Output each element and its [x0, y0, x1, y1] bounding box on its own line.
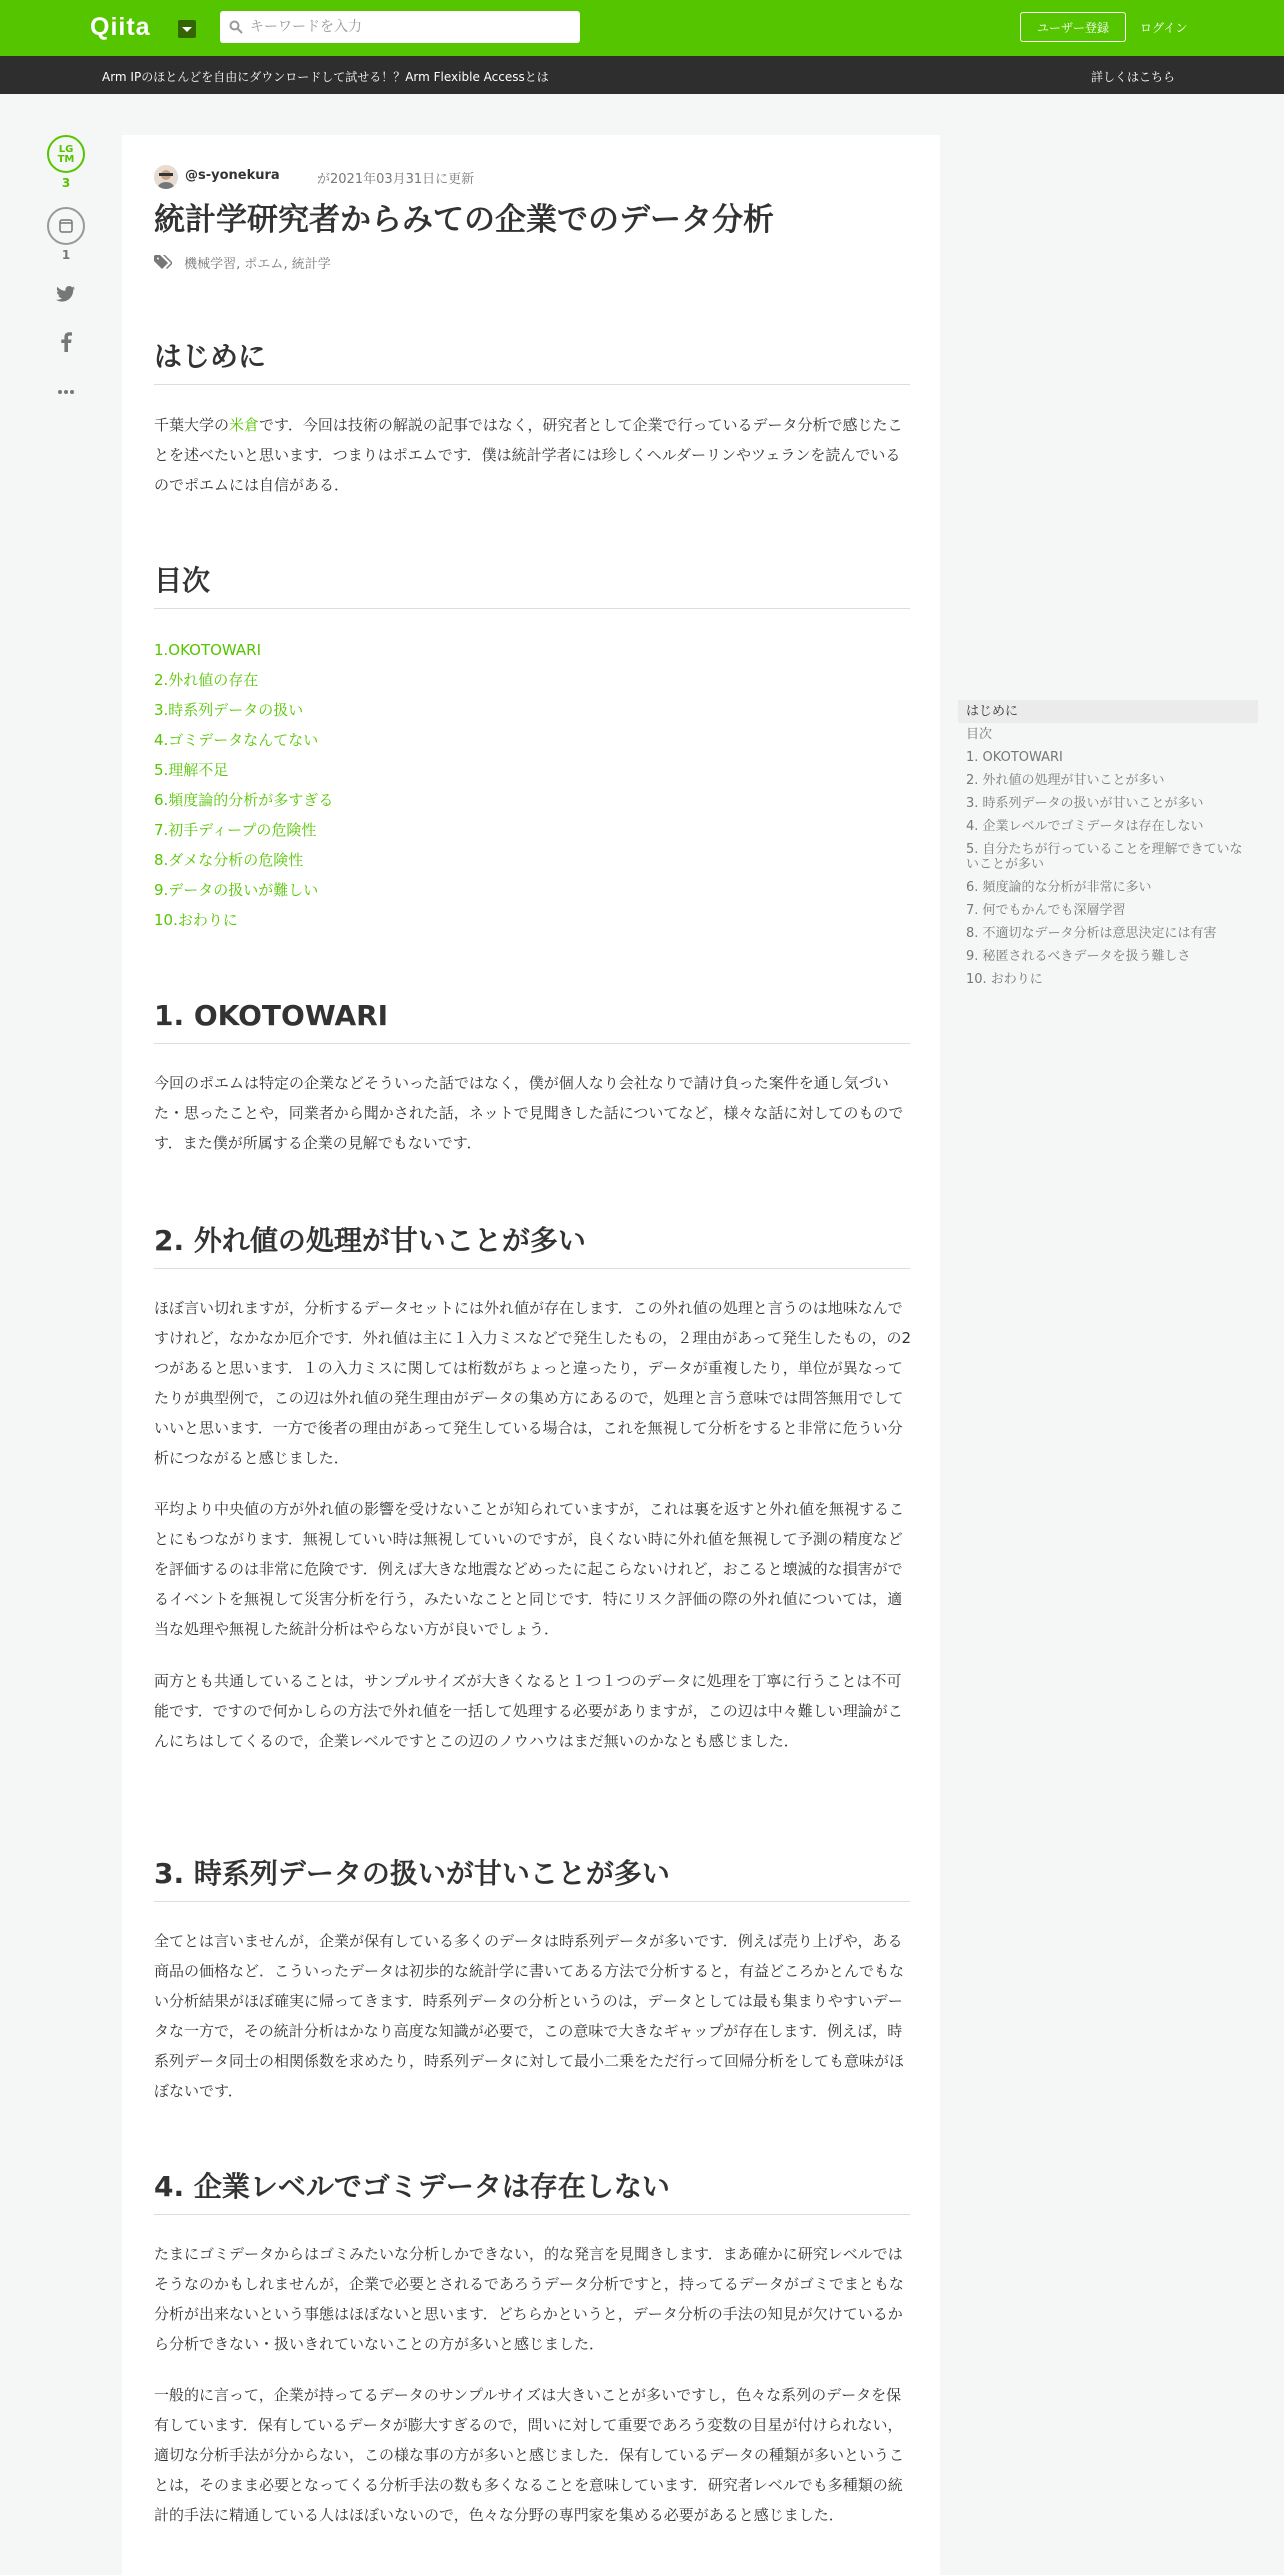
lgtm-button[interactable]: LG TM — [47, 135, 85, 173]
paragraph: 全てとは言いませんが，企業が保有している多くのデータは時系列データが多いです．例えば売り上げや，ある商品の価格など．こういったデータは初歩的な統計学に書いてある方法で分析すると，有益どころかとんでもない分析結果がほぼ確実に帰ってきます．時系列データの分析というのは，データとしては最も集まりやすいデータな一方で，その統計分析はかなり高度な知識が必要で，この意味で大きなギャップが存在します．例えば，時系列データ同士の相関係数を求めたり，時系列データに対して最小二乗をただ行って回帰分析をしても意味がほぼないです． — [154, 1932, 905, 2100]
stock-count: 1 — [61, 248, 71, 262]
lgtm-action — [46, 135, 86, 190]
toc-sidebar-item[interactable]: 4. 企業レベルでゴミデータは存在しない — [966, 819, 1204, 834]
twitter-share-button[interactable] — [46, 285, 86, 307]
toc-sidebar-item[interactable]: 10. おわりに — [966, 972, 1043, 987]
toc-link[interactable]: 6.頻度論的分析が多すぎる — [154, 791, 334, 809]
section-heading-1: 1. OKOTOWARI — [154, 997, 910, 1044]
toc-sidebar-item[interactable]: 2. 外れ値の処理が甘いことが多い — [966, 773, 1165, 788]
facebook-share-button[interactable] — [46, 332, 86, 356]
paragraph-text: です．今回は技術の解説の記事ではなく，研究者として企業で行っているデータ分析で感じたことを述べたいと思います．つまりはポエムです．僕は統計学者には珍しくヘルダーリンやツェランを読んでいるのでポエムには自信がある． — [154, 416, 903, 494]
ellipsis-icon — [57, 389, 75, 395]
toc-sidebar-item[interactable]: 8. 不適切なデータ分析は意思決定には有害 — [966, 926, 1217, 941]
stock-icon — [49, 209, 83, 243]
tag-link[interactable]: 機械学習 — [184, 257, 237, 272]
toc-sidebar — [958, 700, 1258, 991]
toc-sidebar-item[interactable]: 3. 時系列データの扱いが甘いことが多い — [966, 796, 1204, 811]
paragraph: 一般的に言って，企業が持ってるデータのサンプルサイズは大きいことが多いですし，色々な系列のデータを保有しています．保有しているデータが膨大すぎるので，問いに対して重要であろう変数の目星が付けられない，適切な分析手法が分からない，この様な事の方が多いと感じました．保有しているデータの種類が多いということは，そのまま必要となってくる分析手法の数も多くなることを意味しています．研究者レベルでも多種類の統計的手法に精通している人はほぼいないので，色々な分野の専門家を集める必要があると感じました． — [154, 2386, 905, 2524]
global-header — [0, 0, 1284, 56]
toc-sidebar-item[interactable]: 9. 秘匿されるべきデータを扱う難しさ — [966, 949, 1191, 964]
facebook-icon — [60, 332, 72, 352]
promo-banner — [0, 56, 1284, 94]
avatar[interactable] — [154, 165, 178, 189]
toc-sidebar-item[interactable]: 7. 何でもかんでも深層学習 — [966, 903, 1126, 918]
author-name-link[interactable]: 米倉 — [229, 416, 260, 434]
toc-link[interactable]: 10.おわりに — [154, 911, 238, 929]
toc-sidebar-item[interactable]: はじめに — [958, 700, 1258, 723]
paragraph: 今回のポエムは特定の企業などそういった話ではなく，僕が個人なり会社なりで請け負った案件を通し気づいた・思ったことや，同業者から聞かされた話，ネットで見聞きした話についてなど，様々な話に対してのものです．また僕が所属する企業の見解でもないです． — [154, 1074, 904, 1152]
toc-link[interactable]: 7.初手ディープの危険性 — [154, 821, 317, 839]
toc-sidebar-item[interactable]: 1. OKOTOWARI — [966, 750, 1063, 765]
paragraph — [154, 410, 912, 500]
tag-separator: , — [236, 257, 245, 272]
paragraph: 平均より中央値の方が外れ値の影響を受けないことが知られていますが，これは裏を返すと外れ値を無視することにもつながります．無視していい時は無視していいのですが，良くない時に外れ値を無視して予測の精度などを評価するのは非常に危険です．例えば大きな地震などめったに起こらないけれど，おこると壊滅的な損害がでるイベントを無視して災害分析を行う，みたいなことと同じです．特にリスク評価の際の外れ値については，適当な処理や無視した統計分析はやらない方が良いでしょう． — [154, 1500, 905, 1638]
search-icon — [229, 20, 243, 34]
toc-link[interactable]: 3.時系列データの扱い — [154, 701, 304, 719]
toc-sidebar-item[interactable]: 目次 — [966, 727, 993, 742]
paragraph: ほぼ言い切れますが，分析するデータセットには外れ値が存在します．この外れ値の処理と言うのは地味なんですけれど，なかなか厄介です．外れ値は主に１入力ミスなどで発生したもの，２理由があって発生したもの，の2つがあると思います．１の入力ミスに関しては桁数がちょっと違ったり，データが重複したり，単位が異なってたりが典型例で，この辺は外れ値の発生理由がデータの集め方にあるので，処理と言う意味では問答無用でしていいと思います．一方で後者の理由があって発生している場合は，これを無視して分析をすると非常に危うい分析につながると感じました． — [154, 1299, 911, 1467]
section-heading-3: 3. 時系列データの扱いが甘いことが多い — [154, 1855, 910, 1902]
stock-button[interactable] — [47, 207, 85, 245]
qiita-logo[interactable]: Qiita — [90, 13, 151, 41]
updated-date: が2021年03月31日に更新 — [317, 172, 475, 187]
section-heading-toc: 目次 — [154, 562, 910, 609]
toc-link[interactable]: 9.データの扱いが難しい — [154, 881, 319, 899]
section-heading-4: 4. 企業レベルでゴミデータは存在しない — [154, 2168, 910, 2215]
lgtm-count: 3 — [61, 176, 71, 190]
twitter-icon — [56, 285, 76, 303]
stock-action — [46, 207, 86, 262]
author-link[interactable]: @s-yonekura — [185, 168, 280, 183]
section-heading-intro: はじめに — [154, 338, 910, 385]
tag-list — [154, 253, 331, 272]
user-avatar-icon — [154, 165, 178, 189]
toc-sidebar-item[interactable]: 5. 自分たちが行っていることを理解できていないことが多い — [966, 842, 1243, 872]
toc-sidebar-item[interactable]: 6. 頻度論的な分析が非常に多い — [966, 880, 1152, 895]
page-title: 統計学研究者からみての企業でのデータ分析 — [154, 202, 774, 238]
toc-list — [154, 635, 333, 935]
login-link[interactable]: ログイン — [1140, 21, 1188, 35]
toc-link[interactable]: 4.ゴミデータなんてない — [154, 731, 319, 749]
toc-link[interactable]: 1.OKOTOWARI — [154, 641, 262, 659]
signup-button[interactable]: ユーザー登録 — [1020, 12, 1126, 42]
tags-icon — [154, 255, 172, 271]
section-heading-2: 2. 外れ値の処理が甘いことが多い — [154, 1222, 910, 1269]
promo-text[interactable]: Arm IPのほとんどを自由にダウンロードして試せる！？Arm Flexible Accessとは — [102, 70, 549, 84]
tag-link[interactable]: ポエム — [244, 257, 284, 272]
paragraph: 両方とも共通していることは，サンプルサイズが大きくなると１つ１つのデータに処理を丁寧に行うことは不可能です．ですので何かしらの方法で外れ値を一括して処理する必要がありますが，この辺は中々難しい理論がこんにちはしてくるので，企業レベルですとこの辺のノウハウはまだ無いのかなとも感じました． — [154, 1672, 903, 1750]
search-input[interactable] — [250, 11, 570, 43]
paragraph: たまにゴミデータからはゴミみたいな分析しかできない，的な発言を見聞きします．まあ確かに研究レベルではそうなのかもしれませんが，企業で必要とされるであろうデータ分析ですと，持ってるデータがゴミでまともな分析が出来ないという事態はほぼないと思います．どちらかというと，データ分析の手法の知見が欠けているから分析できない・扱いきれていないことの方が多いと感じました． — [154, 2245, 904, 2353]
paragraph-text: 千葉大学の — [154, 416, 230, 434]
menu-dropdown-button[interactable] — [178, 20, 196, 38]
toc-link[interactable]: 2.外れ値の存在 — [154, 671, 259, 689]
caret-down-icon — [182, 27, 192, 32]
tag-separator: , — [283, 257, 292, 272]
search-box[interactable] — [220, 11, 580, 43]
toc-link[interactable]: 8.ダメな分析の危険性 — [154, 851, 304, 869]
tag-link[interactable]: 統計学 — [291, 257, 331, 272]
promo-link[interactable]: 詳しくはこちら — [1091, 70, 1176, 84]
article — [122, 135, 940, 2575]
more-actions-button[interactable] — [46, 380, 86, 399]
toc-link[interactable]: 5.理解不足 — [154, 761, 229, 779]
